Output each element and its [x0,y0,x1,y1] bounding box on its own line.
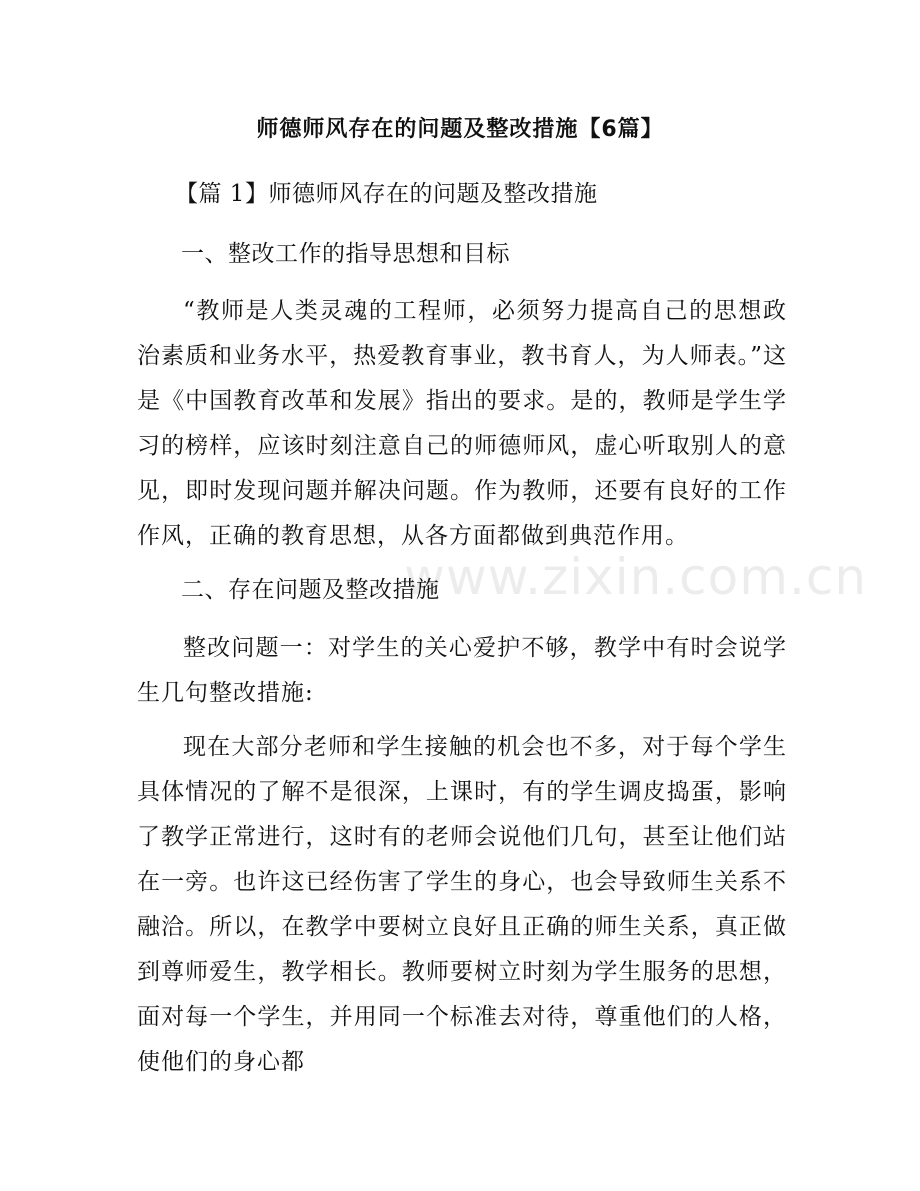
paragraph-problem-one-detail: 现在大部分老师和学生接触的机会也不多，对于每个学生具体情况的了解不是很深，上课时，有的学生调皮捣蛋，影响了教学正常进行，这时有的老师会说他们几句，甚至让他们站在一旁。也许这已经伤害了学生的身心，也会导致师生关系不融洽。所以，在教学中要树立良好且正确的师生关系，真正做到尊师爱生，教学相长。教师要树立时刻为学生服务的思想，面对每一个学生，并用同一个标准去对待，尊重他们的人格，使他们的身心都 [137,734,787,1075]
heading-problems-and-measures: 二、存在问题及整改措施 [181,577,440,603]
section-heading: 【篇 1】师德师风存在的问题及整改措施 [175,181,598,207]
heading-guiding-ideas: 一、整改工作的指导思想和目标 [181,241,510,267]
watermark: www.zixin.com.cn [404,548,868,606]
paragraph-guiding-ideas: “教师是人类灵魂的工程师，必须努力提高自己的思想政治素质和业务水平，热爱教育事业，教书育人，为人师表。”这是《中国教育改革和发展》指出的要求。是的，教师是学生学习的榜样，应该时刻注意自己的师德师风，虚心听取别人的意见，即时发现问题并解决问题。作为教师，还要有良好的工作作风，正确的教育思想，从各方面都做到典范作用。 [137,298,787,549]
paragraph-problem-one: 整改问题一：对学生的关心爱护不够，教学中有时会说学生几句整改措施: [137,635,787,706]
document-title: 师德师风存在的问题及整改措施【6篇】 [256,117,664,142]
